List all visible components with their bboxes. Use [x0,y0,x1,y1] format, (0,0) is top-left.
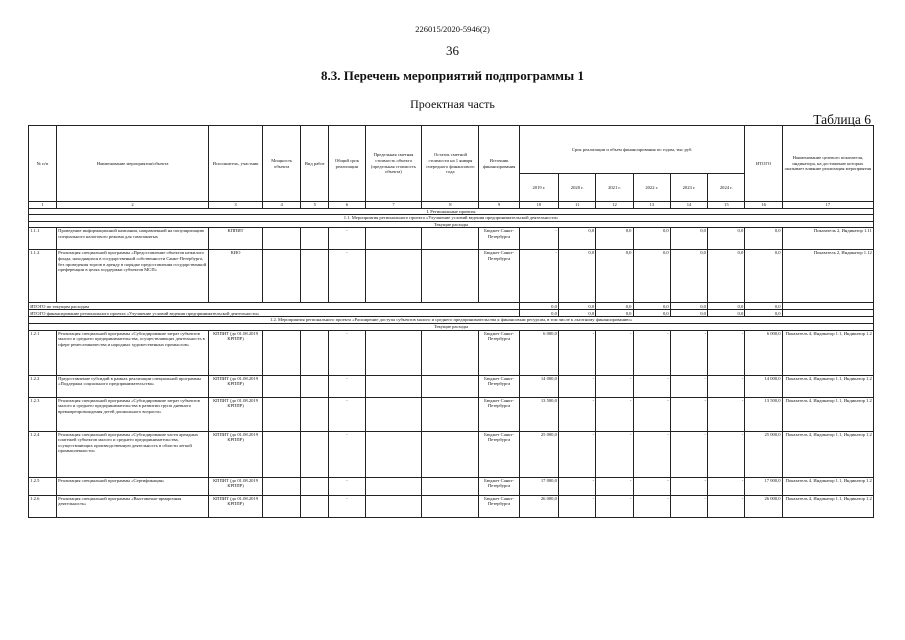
cell-max-cost [365,431,422,477]
cell-y2020: - [559,375,596,397]
col-header-term: Общий срок реализации [329,126,365,202]
cell-y2019: 26 000,0 [519,495,558,517]
cell-indicator: Показатель 4, Индикатор 1.1, Индикатор 1.2 [782,330,873,375]
total-y2021: 0,0 [596,303,633,310]
cell-term: - [329,495,365,517]
col-header-capacity: Мощность объекта [263,126,301,202]
cell-total: 13 500,0 [745,397,782,431]
cell-y2022: - [633,431,670,477]
cell-capacity [263,477,301,495]
cell-capacity [263,250,301,303]
col-number: 2 [56,202,208,209]
rows-group-a [29,228,874,303]
cell-work-type [301,375,329,397]
cell-name: Реализация специальной программы «Предоставление объектов нежилого фонда, находящихся в государственной собственности Санкт-Петербурга, без проведения торгов в аренду в порядке предоставления государственной преференции в целях поддержки субъектов МСП» [56,250,208,303]
cell-term: - [329,397,365,431]
cell-work-type [301,228,329,250]
col-number: 15 [708,202,745,209]
total-label: ИТОГО финансирование регионального проекта «Улучшение условий ведения предпринимательской деятельности» [29,310,520,317]
year-2019: 2019 г. [519,174,558,202]
section-project-1: 1.1. Мероприятия регионального проекта «Улучшение условий ведения предпринимательской деятельности» [29,215,874,222]
cell-name: Проведение информационной кампании, направленной на популяризацию специального налогового режима для самозанятых [56,228,208,250]
section-regional: I. Региональные проекты [29,208,874,215]
cell-y2019: - [519,228,558,250]
year-2024: 2024 г. [708,174,745,202]
total-total: 0,0 [745,310,782,317]
cell-total: 26 000,0 [745,495,782,517]
col-header-executor: Исполнитель, участник [209,126,263,202]
header-row [29,126,874,174]
section-project-2: 1.2. Мероприятия регионального проекта «Расширение доступа субъектов малого и среднего предпринимательства к финансовым ресурсам, в том числе к льготному финансированию» [29,317,874,324]
cell-num: 1.1.1 [29,228,57,250]
cell-y2021: 0,0 [596,250,633,303]
col-header-max-cost: Предельная сметная стоимость объекта (предельная стоимость объекта) [365,126,422,202]
table-row [29,477,874,495]
col-number: 6 [329,202,365,209]
cell-executor: КППИТ (до 01.08.2019 КРППР) [209,431,263,477]
page-title: 8.3. Перечень мероприятий подпрограммы 1 [321,68,584,83]
table-label: Таблица 6 [813,112,871,127]
cell-indicator: Показатель 4, Индикатор 1.1, Индикатор 1.2 [782,431,873,477]
cell-executor: КИО [209,250,263,303]
total-total: 0,0 [745,303,782,310]
cell-capacity [263,375,301,397]
cell-num: 1.2.4 [29,431,57,477]
total-indicator [782,303,873,310]
table-row [29,250,874,303]
col-header-num: № п/п [29,126,57,202]
col-header-source: Источник финансирования [479,126,519,202]
cell-max-cost [365,495,422,517]
cell-num: 1.2.3 [29,397,57,431]
cell-total: 17 000,0 [745,477,782,495]
col-number: 12 [596,202,633,209]
cell-y2024: 0,0 [708,228,745,250]
total-y2022: 0,0 [633,303,670,310]
cell-indicator: Показатель 4, Индикатор 1.1, Индикатор 1.2 [782,397,873,431]
cell-term: - [329,431,365,477]
cell-max-cost [365,330,422,375]
cell-y2021: - [596,330,633,375]
cell-y2023: 0,0 [670,250,707,303]
col-number: 17 [782,202,873,209]
cell-num: 1.1.2 [29,250,57,303]
col-header-work-type: Вид работ [301,126,329,202]
col-number: 4 [263,202,301,209]
cell-executor: КППИТ (до 01.08.2019 КРППР) [209,375,263,397]
cell-indicator: Показатель 4, Индикатор 1.1, Индикатор 1.2 [782,375,873,397]
cell-capacity [263,330,301,375]
total-y2020: 0,0 [559,303,596,310]
col-number: 11 [559,202,596,209]
total-row [29,303,874,310]
col-number: 13 [633,202,670,209]
cell-y2020: - [559,431,596,477]
cell-y2022: - [633,397,670,431]
cell-work-type [301,495,329,517]
cell-remainder [422,250,479,303]
cell-capacity [263,495,301,517]
cell-y2024: 0,0 [708,250,745,303]
cell-executor: КППИТ (до 01.08.2019 КРППР) [209,477,263,495]
measures-table [28,125,874,518]
cell-name: Реализация специальной программы «Субсидирование затрат субъектов малого и среднего предпринимательства в развитии групп дневного времяпрепровождения детей дошкольного возраста» [56,397,208,431]
cell-y2023: - [670,330,707,375]
document-number: 226015/2020-5946(2) [415,24,490,34]
cell-work-type [301,477,329,495]
cell-y2022: - [633,375,670,397]
cell-y2020: - [559,477,596,495]
cell-source: Бюджет Санкт-Петербурга [479,495,519,517]
cell-y2021: - [596,495,633,517]
cell-num: 1.2.2 [29,375,57,397]
cell-y2021: - [596,431,633,477]
cell-name: Реализация специальной программы «Субсидирование затрат субъектов малого и среднего предпринимательства, осуществляющих деятельность в сфере ремесленничества и народных художественных промыслов» [56,330,208,375]
table-row [29,330,874,375]
cell-remainder [422,228,479,250]
cell-y2020: 0,0 [559,228,596,250]
cell-y2021: - [596,477,633,495]
cell-source: Бюджет Санкт-Петербурга [479,228,519,250]
cell-y2023: - [670,431,707,477]
cell-y2021: - [596,375,633,397]
cell-name: Реализация специальной программы «Сертификация» [56,477,208,495]
rows-group-b [29,330,874,517]
cell-y2024: - [708,431,745,477]
cell-work-type [301,330,329,375]
cell-capacity [263,228,301,250]
cell-source: Бюджет Санкт-Петербурга [479,375,519,397]
cell-remainder [422,397,479,431]
cell-max-cost [365,250,422,303]
cell-y2020: - [559,397,596,431]
cell-source: Бюджет Санкт-Петербурга [479,397,519,431]
col-header-period: Срок реализации и объем финансирования по годам, тыс руб. [519,126,745,174]
col-header-total: ИТОГО [745,126,782,202]
cell-name: Реализация специальной программы «Выставочно-ярмарочная деятельность» [56,495,208,517]
col-number: 8 [422,202,479,209]
col-number: 5 [301,202,329,209]
cell-total: 6 000,0 [745,330,782,375]
total-indicator [782,310,873,317]
cell-y2023: 0,0 [670,228,707,250]
cell-remainder [422,495,479,517]
total-y2024: 0,0 [708,310,745,317]
cell-y2023: - [670,495,707,517]
cell-y2022: 0,0 [633,228,670,250]
cell-y2019: 17 000,0 [519,477,558,495]
cell-capacity [263,431,301,477]
totals-group [29,303,874,317]
cell-term: - [329,375,365,397]
cell-y2023: - [670,477,707,495]
cell-num: 1.2.6 [29,495,57,517]
cell-total: 0,0 [745,228,782,250]
cell-work-type [301,397,329,431]
total-y2023: 0,0 [670,303,707,310]
cell-y2024: - [708,397,745,431]
cell-indicator: Показатель 2, Индикатор 1.11 [782,228,873,250]
table-row [29,375,874,397]
cell-y2021: 0,0 [596,228,633,250]
table-row [29,397,874,431]
section-current-expenses: Текущие расходы [29,221,874,228]
cell-source: Бюджет Санкт-Петербурга [479,477,519,495]
cell-executor: КППИТ (до 01.08.2019 КРППР) [209,397,263,431]
page-number: 36 [446,43,459,58]
cell-indicator: Показатель 4, Индикатор 1.1, Индикатор 1.2 [782,495,873,517]
cell-y2024: - [708,495,745,517]
cell-indicator: Показатель 4, Индикатор 1.1, Индикатор 1.2 [782,477,873,495]
col-number: 7 [365,202,422,209]
cell-executor: КППИТ (до 01.08.2019 КРППР) [209,330,263,375]
total-y2020: 0,0 [559,310,596,317]
cell-term: - [329,228,365,250]
year-2022: 2022 г. [633,174,670,202]
cell-executor: КППИТ [209,228,263,250]
cell-y2019: 14 000,0 [519,375,558,397]
col-number: 3 [209,202,263,209]
cell-indicator: Показатель 2, Индикатор 1.12 [782,250,873,303]
year-2023: 2023 г. [670,174,707,202]
cell-total: 0,0 [745,250,782,303]
table-row [29,228,874,250]
cell-work-type [301,431,329,477]
cell-y2020: 0,0 [559,250,596,303]
col-number: 9 [479,202,519,209]
cell-y2024: - [708,477,745,495]
cell-y2019: - [519,250,558,303]
cell-term: - [329,250,365,303]
cell-y2022: - [633,477,670,495]
column-numbers-row [29,202,874,209]
cell-total: 25 000,0 [745,431,782,477]
cell-term: - [329,330,365,375]
cell-term: - [329,477,365,495]
cell-source: Бюджет Санкт-Петербурга [479,250,519,303]
total-y2022: 0,0 [633,310,670,317]
year-2021: 2021 г. [596,174,633,202]
total-y2021: 0,0 [596,310,633,317]
total-y2024: 0,0 [708,303,745,310]
cell-name: Предоставление субсидий в рамках реализации специальной программы «Поддержка социального предпринимательства» [56,375,208,397]
cell-y2022: - [633,495,670,517]
cell-executor: КППИТ (до 01.08.2019 КРППР) [209,495,263,517]
cell-max-cost [365,375,422,397]
cell-y2023: - [670,397,707,431]
cell-num: 1.2.1 [29,330,57,375]
cell-y2019: 25 000,0 [519,431,558,477]
table-row [29,495,874,517]
cell-remainder [422,477,479,495]
col-header-name: Наименование мероприятия/объекта [56,126,208,202]
cell-max-cost [365,228,422,250]
total-label: ИТОГО по текущим расходам [29,303,520,310]
col-number: 10 [519,202,558,209]
cell-remainder [422,330,479,375]
cell-y2022: - [633,330,670,375]
cell-y2022: 0,0 [633,250,670,303]
total-row [29,310,874,317]
cell-y2021: - [596,397,633,431]
table-row [29,431,874,477]
cell-y2024: - [708,330,745,375]
cell-work-type [301,250,329,303]
year-2020: 2020 г. [559,174,596,202]
total-y2019: 0,0 [519,303,558,310]
cell-y2020: - [559,495,596,517]
total-y2023: 0,0 [670,310,707,317]
cell-source: Бюджет Санкт-Петербурга [479,330,519,375]
col-header-remainder: Остаток сметной стоимости на 1 января очередного финансового года [422,126,479,202]
cell-capacity [263,397,301,431]
col-header-indicator: Наименование целевого показателя, индикатора, на достижение которых оказывает влияние реализация мероприятия [782,126,873,202]
page-subtitle: Проектная часть [410,97,495,111]
cell-remainder [422,375,479,397]
cell-y2019: 13 500,0 [519,397,558,431]
cell-max-cost [365,397,422,431]
cell-y2024: - [708,375,745,397]
col-number: 1 [29,202,57,209]
cell-y2020: - [559,330,596,375]
col-number: 16 [745,202,782,209]
total-y2019: 0,0 [519,310,558,317]
cell-remainder [422,431,479,477]
col-number: 14 [670,202,707,209]
cell-y2023: - [670,375,707,397]
cell-y2019: 6 000,0 [519,330,558,375]
cell-num: 1.2.5 [29,477,57,495]
cell-source: Бюджет Санкт-Петербурга [479,431,519,477]
cell-total: 14 000,0 [745,375,782,397]
cell-name: Реализация специальной программы «Субсидирование части арендных платежей субъектов малого и среднего предпринимательства, осуществляющих производственную деятельность в области легкой промышленности» [56,431,208,477]
section-current-expenses: Текущие расходы [29,323,874,330]
cell-max-cost [365,477,422,495]
